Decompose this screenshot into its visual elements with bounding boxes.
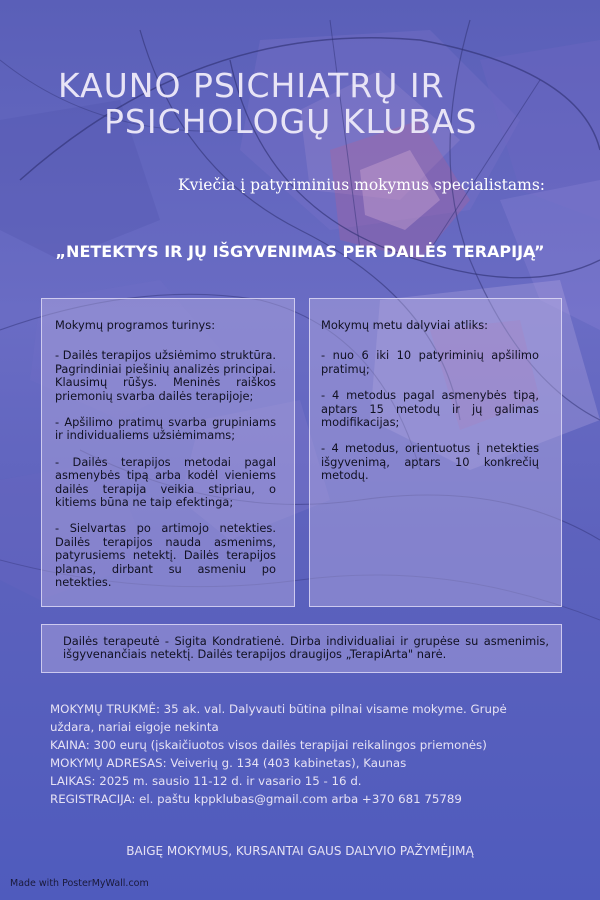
participants-activities-box <box>309 298 562 607</box>
organizer-title-line2: PSICHOLOGŲ KLUBAS <box>104 102 478 141</box>
price-text: KAINA: 300 eurų (įskaičiuotos visos dailės terapijai reikalingos priemonės) <box>50 738 487 752</box>
program-item: - Dailės terapijos užsiėmimo struktūra. Pagrindiniai piešinių analizės principai. Klausimų rūšys. Meninės raiškos priemonių svarba dailės terapijoje; <box>55 348 276 403</box>
invitation-text: Kviečia į patyriminius mokymus specialistams: <box>177 176 545 194</box>
duration-text: MOKYMŲ TRUKMĖ: 35 ak. val. Dalyvauti būtina pilnai visame mokyme. Grupė uždara, nariai eigoje nekinta <box>50 702 507 734</box>
organizer-title-line1: KAUNO PSICHIATRŲ IR <box>58 66 445 105</box>
program-item: - Sielvartas po artimojo netekties. Dailės terapijos nauda asmenims, patyrusiems netektį. Dailės terapijos planas, dirbant su asmeniu po netekties. <box>55 521 276 590</box>
course-title: „NETEKTYS IR JŲ IŠGYVENIMAS PER DAILĖS TERAPIJĄ” <box>55 242 545 261</box>
participants-item: - nuo 6 iki 10 patyriminių apšilimo pratimų; <box>321 348 539 376</box>
program-content-box <box>41 298 295 607</box>
therapist-bio-box: Dailės terapeutė - Sigita Kondratienė. Dirba individualiai ir grupėse su asmenimis, išgyvenančiais netektį. Dailės terapijos draugijos „TerapiArta" narė. <box>41 624 562 673</box>
watermark: Made with PosterMyWall.com <box>10 878 149 889</box>
program-item: - Apšilimo pratimų svarba grupiniams ir individualiems užsiėmimams; <box>55 415 276 443</box>
time-text: LAIKAS: 2025 m. sausio 11-12 d. ir vasario 15 - 16 d. <box>50 774 362 788</box>
participants-item: - 4 metodus pagal asmenybės tipą, aptars 15 metodų ir jų galimas modifikacijas; <box>321 388 539 430</box>
participants-item: - 4 metodus, orientuotus į netekties išgyvenimą, aptars 10 konkrečių metodų. <box>321 441 539 483</box>
participants-heading: Mokymų metu dalyviai atliks: <box>321 318 489 332</box>
program-heading: Mokymų programos turinys: <box>55 318 216 332</box>
certificate-notice: BAIGĘ MOKYMUS, KURSANTAI GAUS DALYVIO PAŽYMĖJIMĄ <box>126 844 474 858</box>
course-info <box>50 700 550 808</box>
program-item: - Dailės terapijos metodai pagal asmenybės tipą arba kodėl vieniems dailės terapija veikia stipriau, o kitiems būna ne taip efektinga; <box>55 454 276 510</box>
organizer-title <box>58 68 478 140</box>
address-text: MOKYMŲ ADRESAS: Veiverių g. 134 (403 kabinetas), Kaunas <box>50 756 407 770</box>
registration-text: REGISTRACIJA: el. paštu kppklubas@gmail.com arba +370 681 75789 <box>50 792 462 806</box>
